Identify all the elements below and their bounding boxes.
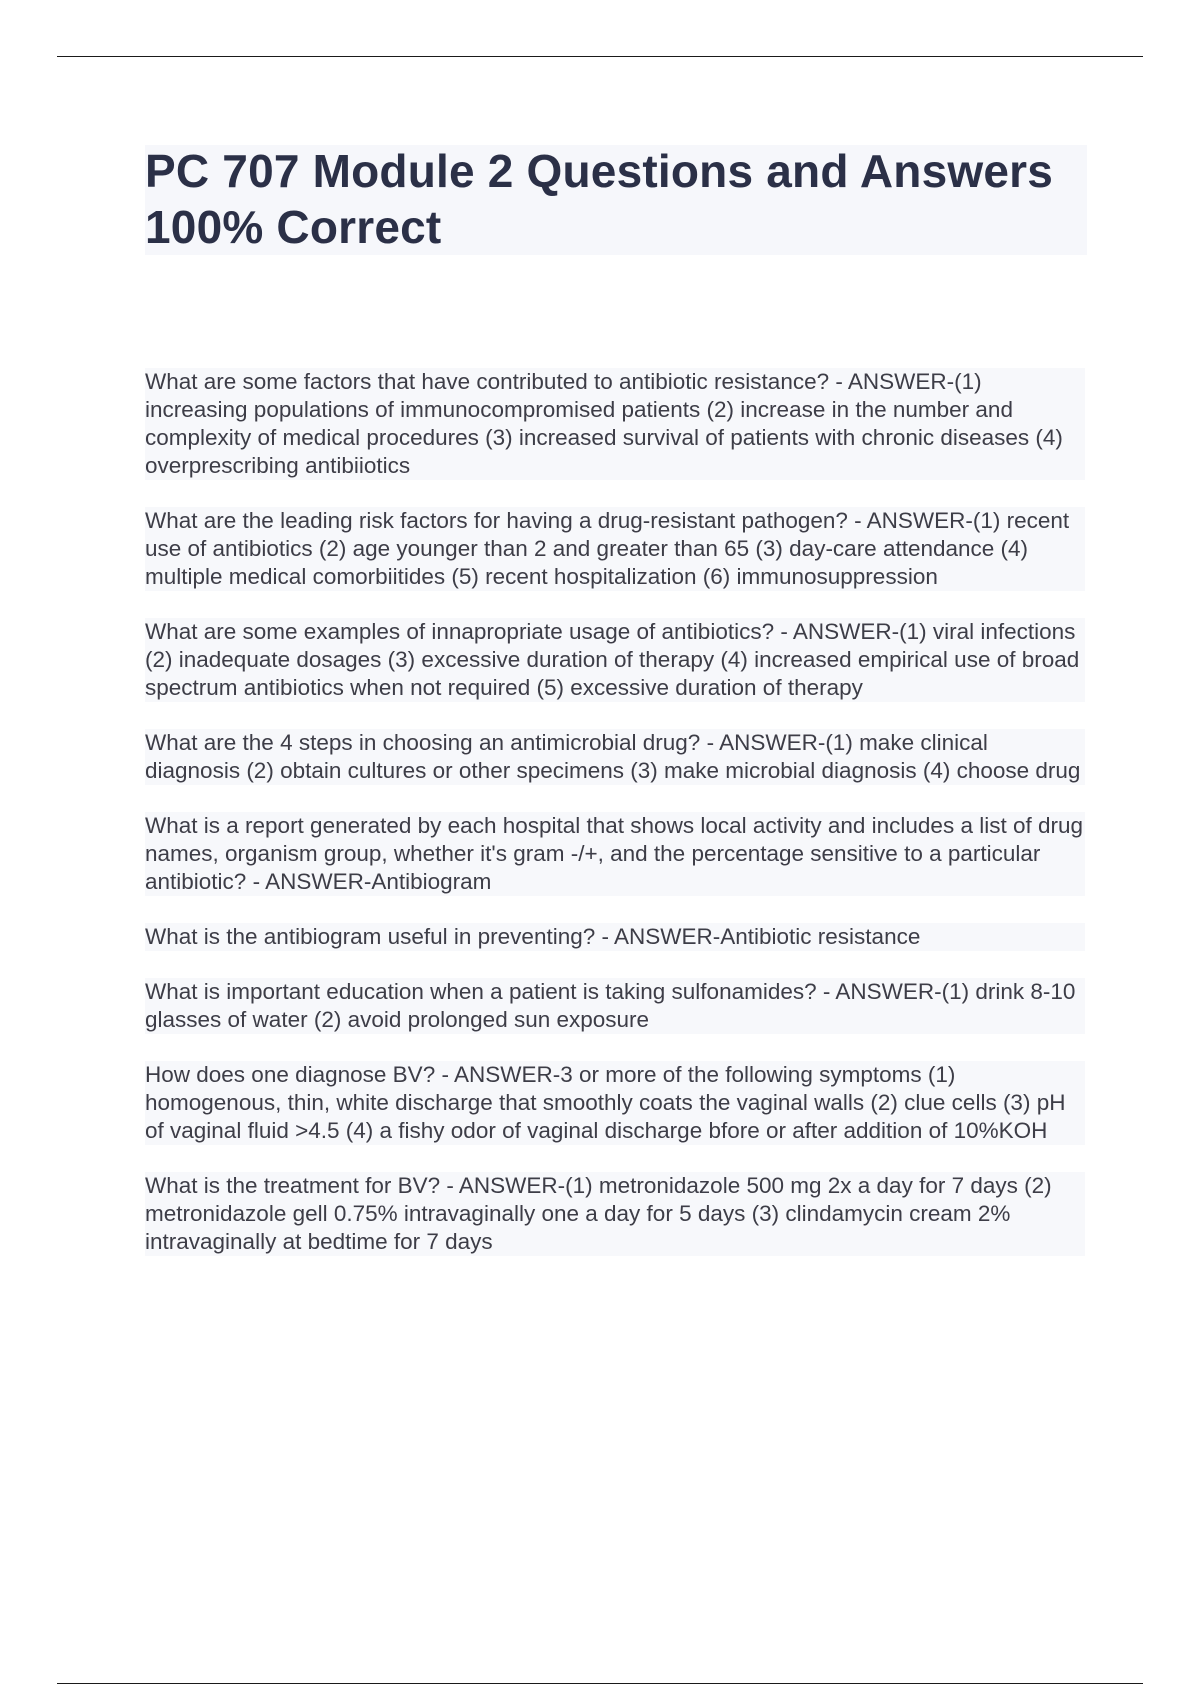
- qa-item: What is the treatment for BV? - ANSWER-(1) metronidazole 500 mg 2x a day for 7 days (2) metronidazole gell 0.75% intravaginally one a day for 5 days (3) clindamycin cream 2% intravaginally at bedtime for 7 days: [145, 1172, 1085, 1256]
- footer-divider: [57, 1683, 1143, 1684]
- qa-item: What is a report generated by each hospital that shows local activity and includes a list of drug names, organism group, whether it's gram -/+, and the percentage sensitive to a particular antibiotic? - ANSWER-Antibiogram: [145, 813, 1084, 894]
- qa-item: What are the 4 steps in choosing an antimicrobial drug? - ANSWER-(1) make clinical diagnosis (2) obtain cultures or other specimens (3) make microbial diagnosis (4) choose drug: [145, 729, 1085, 785]
- qa-item: What is the antibiogram useful in preventing? - ANSWER-Antibiotic resistance: [145, 923, 1085, 951]
- qa-item: What are some factors that have contributed to antibiotic resistance? - ANSWER-(1) increasing populations of immunocompromised patients (2) increase in the number and complexity of medical procedures (3) increased survival of patients with chronic diseases (4) overprescribing antibiiotics: [145, 368, 1085, 480]
- qa-list: [145, 368, 1085, 1283]
- qa-item: What are the leading risk factors for having a drug-resistant pathogen? - ANSWER-(1) recent use of antibiotics (2) age younger than 2 and greater than 65 (3) day-care attendance (4) multiple medical comorbiitides (5) recent hospitalization (6) immunosuppression: [145, 507, 1085, 591]
- qa-item: What are some examples of innapropriate usage of antibiotics? - ANSWER-(1) viral infections (2) inadequate dosages (3) excessive duration of therapy (4) increased empirical use of broad spectrum antibiotics when not required (5) excessive duration of therapy: [145, 618, 1085, 702]
- qa-item: What is important education when a patient is taking sulfonamides? - ANSWER-(1) drink 8-10 glasses of water (2) avoid prolonged sun exposure: [145, 978, 1085, 1034]
- document-title: PC 707 Module 2 Questions and Answers 100% Correct: [145, 145, 1054, 253]
- qa-item: How does one diagnose BV? - ANSWER-3 or more of the following symptoms (1) homogenous, thin, white discharge that smoothly coats the vaginal walls (2) clue cells (3) pH of vaginal fluid >4.5 (4) a fishy odor of vaginal discharge bfore or after addition of 10%KOH: [145, 1061, 1085, 1145]
- header-divider: [57, 56, 1143, 57]
- title-block: [145, 145, 1087, 255]
